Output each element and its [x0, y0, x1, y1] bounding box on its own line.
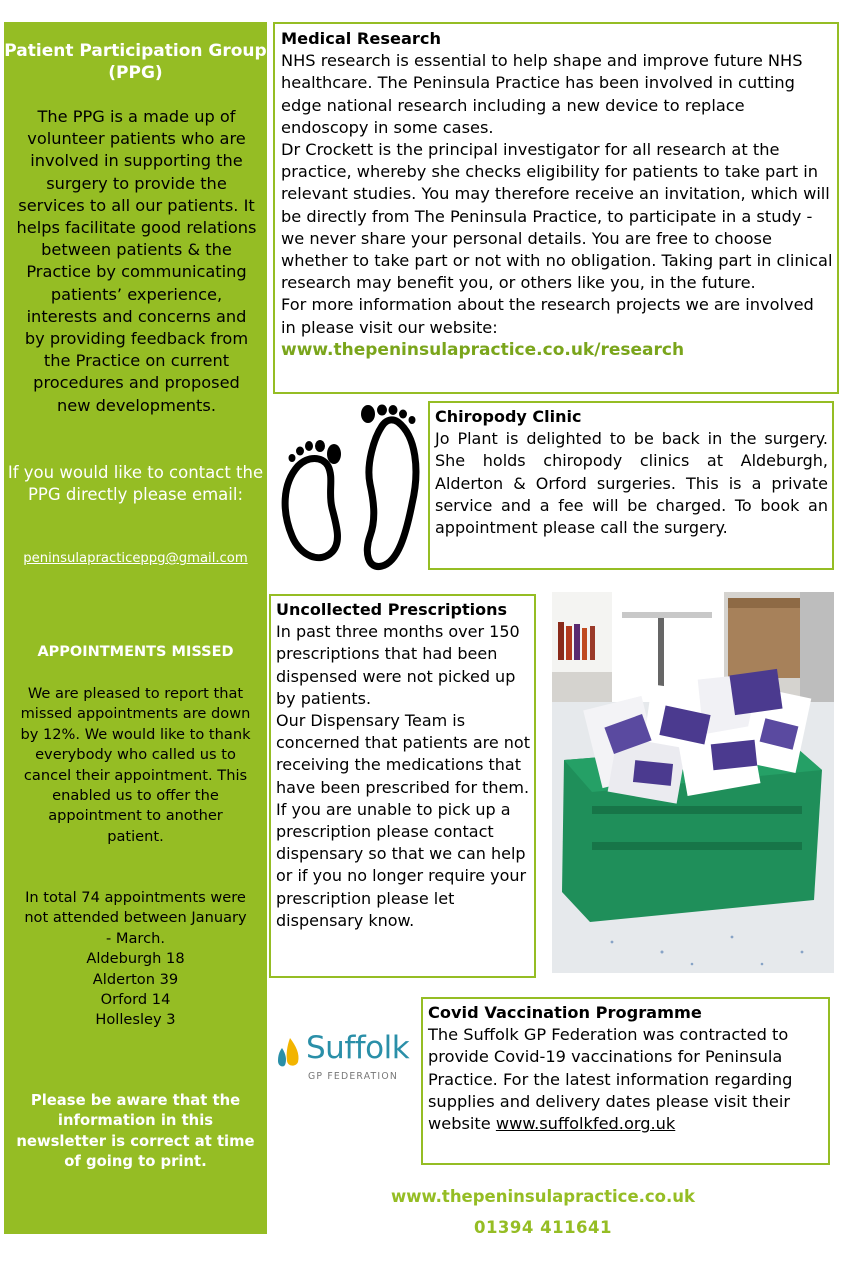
covid-vaccination-box	[421, 997, 830, 1165]
medical-research-box	[273, 22, 839, 394]
prescriptions-p2: Our Dispensary Team is concerned that patients are not receiving the medications that have been prescribed for them.	[276, 711, 530, 797]
prescriptions-title: Uncollected Prescriptions	[276, 600, 508, 619]
medical-research-p2: Dr Crockett is the principal investigator for all research at the practice, whereby she checks eligibility for patients to take part in relevant studies. You may therefore receive an invitation, which will be directly from The Peninsula Practice, to participate in a study - we never share your personal details. You are free to choose whether to take part or not with no obligation. Taking part in clinical research may benefit you, or others like you, in the future.	[281, 140, 833, 293]
footprints-icon	[278, 404, 424, 572]
leaf-drop-icon	[276, 1036, 306, 1068]
prescriptions-box	[269, 594, 536, 978]
logo-name: Suffolk	[306, 1030, 410, 1066]
chiropody-box	[428, 401, 834, 570]
suffolk-gp-federation-logo	[276, 1030, 410, 1090]
appointments-line: Hollesley 3	[95, 1011, 176, 1029]
appointments-breakdown	[20, 888, 251, 1031]
covid-body: The Suffolk GP Federation was contracted to provide Covid-19 vaccinations for Peninsula Practice. For the latest information regarding supplies and delivery dates please visit their website	[428, 1025, 793, 1134]
print-notice: Please be aware that the information in this newsletter is correct at time of going to print.	[16, 1092, 255, 1171]
appointments-line: Aldeburgh 18	[86, 950, 185, 968]
appointments-line: Orford 14	[100, 991, 171, 1009]
research-website-link[interactable]: www.thepeninsulapractice.co.uk/research	[281, 339, 685, 360]
prescriptions-p1: In past three months over 150 prescriptions that had been dispensed were not picked up by patients.	[276, 622, 520, 708]
ppg-sidebar	[4, 22, 267, 1234]
suffolkfed-link[interactable]: www.suffolkfed.org.uk	[495, 1114, 676, 1134]
footer-website[interactable]: www.thepeninsulapractice.co.uk	[390, 1187, 696, 1206]
medical-research-p3: For more information about the research projects we are involved in please visit our website:	[281, 295, 814, 337]
chiropody-title: Chiropody Clinic	[435, 407, 582, 426]
covid-title: Covid Vaccination Programme	[428, 1003, 702, 1022]
ppg-email-link[interactable]: peninsulapracticeppg@gmail.com	[23, 551, 248, 566]
footer-phone: 01394 411641	[473, 1218, 613, 1237]
prescriptions-p3: If you are unable to pick up a prescription please contact dispensary so that we can help or if you no longer require your prescription please let dispensary know.	[276, 799, 527, 930]
ppg-intro: The PPG is a made up of volunteer patients who are involved in supporting the surgery to provide the services to all our patients. It helps facilitate good relations between patients & the Practice by communicating patients’ experience, interests and concerns and by providing feedback from the Practice on current procedures and proposed new developments.	[16, 107, 257, 415]
appointments-missed-heading: APPOINTMENTS MISSED	[37, 644, 234, 660]
appointments-line: Alderton 39	[92, 970, 179, 988]
logo-subtitle: GP FEDERATION	[308, 1071, 399, 1082]
medical-research-p1: NHS research is essential to help shape and improve future NHS healthcare. The Peninsula Practice has been involved in cutting edge national research including a new device to replace endoscopy in some cases.	[281, 51, 803, 137]
covid-text	[428, 1024, 824, 1135]
chiropody-text: Jo Plant is delighted to be back in the surgery. She holds chiropody clinics at Aldeburgh, Alderton & Orford surgeries. This is a private service and a fee will be charged. To book an appointment please call the surgery.	[435, 429, 828, 538]
medical-research-title: Medical Research	[281, 29, 442, 48]
appointments-missed-text: We are pleased to report that missed appointments are down by 12%. We would like to thank everybody who called us to cancel their appointment. This enabled us to offer the appointment to another patient.	[20, 685, 251, 845]
ppg-contact-text: If you would like to contact the PPG directly please email:	[7, 463, 264, 504]
prescriptions-crate-photo	[552, 592, 834, 973]
ppg-title: Patient Participation Group (PPG)	[4, 41, 267, 83]
appointments-total-text: In total 74 appointments were not attended between January - March.	[24, 889, 247, 947]
